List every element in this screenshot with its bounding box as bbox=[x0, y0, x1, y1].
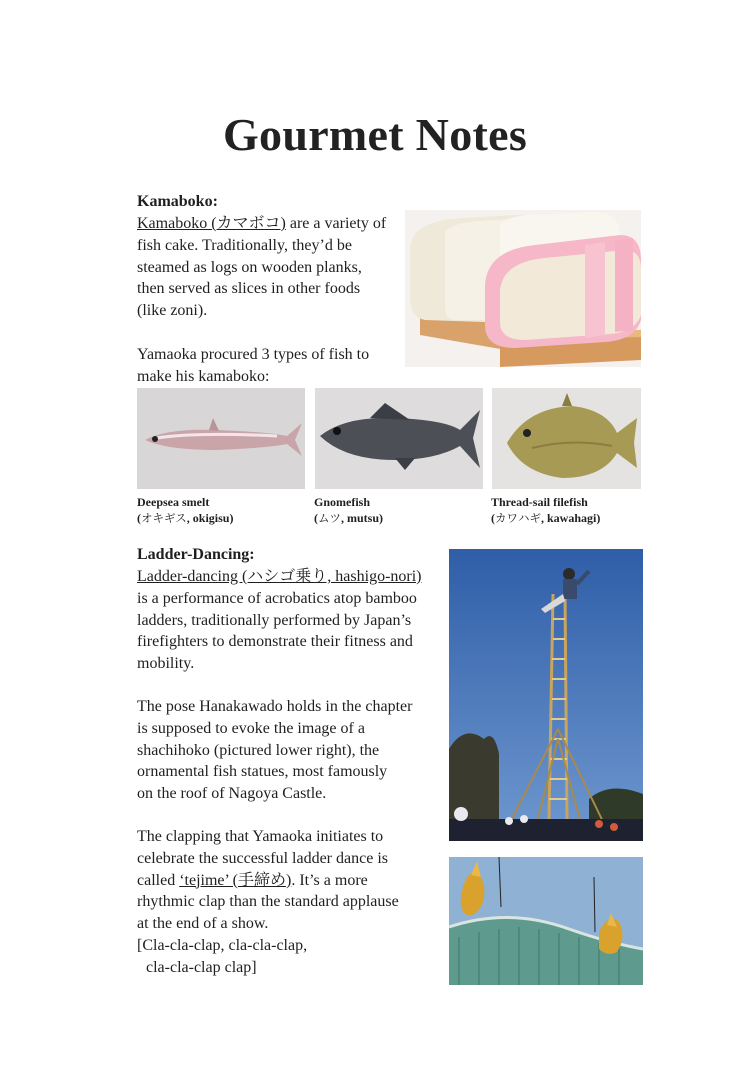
tejime-line3-post: . It’s a more bbox=[291, 871, 368, 889]
deepsea-smelt-photo bbox=[137, 388, 305, 489]
shachihoko-photo bbox=[449, 857, 643, 985]
kamaboko-heading: Kamaboko: bbox=[137, 193, 218, 210]
fish-japanese: オキギス bbox=[141, 511, 187, 525]
fish-paren: ( bbox=[314, 511, 318, 525]
fish-paren: ( bbox=[137, 511, 141, 525]
kamaboko-line2: fish cake. Traditionally, they’d be bbox=[137, 236, 352, 254]
fish-romaji: , kawahagi) bbox=[541, 511, 601, 525]
tejime-line3-pre: called bbox=[137, 871, 180, 889]
fish-japanese: ムツ bbox=[318, 511, 341, 525]
tejime-line5: at the end of a show. bbox=[137, 915, 269, 933]
ladder-p1-line: mobility. bbox=[137, 655, 195, 673]
tejime-line4: rhythmic clap than the standard applause bbox=[137, 893, 399, 911]
ladder-description bbox=[137, 566, 442, 675]
fish-intro bbox=[137, 344, 407, 388]
kamaboko-line1: are a variety of bbox=[285, 215, 387, 232]
kamaboko-line4: then served as slices in other foods bbox=[137, 280, 361, 298]
page-title: Gourmet Notes bbox=[222, 109, 528, 160]
fish-name: Deepsea smelt bbox=[137, 495, 210, 509]
ladder-p1-line: firefighters to demonstrate their fitness and bbox=[137, 633, 413, 651]
ladder-p1-line: is a performance of acrobatics atop bamboo bbox=[137, 589, 417, 607]
fish-paren: ( bbox=[491, 511, 495, 525]
kamaboko-line5: (like zoni). bbox=[137, 302, 208, 320]
ladder-p2-line: on the roof of Nagoya Castle. bbox=[137, 785, 327, 803]
kamaboko-line3: steamed as logs on wooden planks, bbox=[137, 258, 362, 276]
tejime-term: ‘tejime’ (手締め) bbox=[179, 871, 292, 889]
ladder-dancing-photo bbox=[449, 549, 643, 841]
ladder-pose-paragraph bbox=[137, 696, 442, 805]
fish-caption-filefish bbox=[491, 494, 600, 526]
filefish-photo bbox=[492, 388, 641, 489]
ladder-p2-line: is supposed to evoke the image of a bbox=[137, 719, 365, 737]
fish-caption-gnomefish bbox=[314, 494, 383, 526]
ladder-term: Ladder-dancing (ハシゴ乗り, hashigo-nori) bbox=[137, 568, 422, 585]
fish-intro-line1: Yamaoka procured 3 types of fish to bbox=[137, 346, 370, 363]
fish-romaji: , okigisu) bbox=[186, 511, 234, 525]
fish-name: Gnomefish bbox=[314, 495, 371, 509]
ladder-heading: Ladder-Dancing: bbox=[137, 546, 255, 563]
tejime-paragraph bbox=[137, 826, 442, 979]
ladder-p2-line: ornamental fish statues, most famously bbox=[137, 763, 388, 781]
fish-intro-line2: make his kamaboko: bbox=[137, 367, 270, 385]
kamaboko-photo bbox=[405, 210, 641, 367]
ladder-p1-line: ladders, traditionally performed by Japan’s bbox=[137, 611, 412, 629]
kamaboko-description bbox=[137, 213, 407, 322]
gnomefish-photo bbox=[315, 388, 483, 489]
clap-line1: [Cla-cla-clap, cla-cla-clap, bbox=[137, 936, 308, 954]
fish-japanese: カワハギ bbox=[495, 511, 541, 525]
fish-caption-deepsea-smelt bbox=[137, 494, 233, 526]
clap-line2: cla-cla-clap clap] bbox=[146, 958, 257, 976]
tejime-line2: celebrate the successful ladder dance is bbox=[137, 849, 388, 867]
fish-romaji: , mutsu) bbox=[341, 511, 384, 525]
fish-name: Thread-sail filefish bbox=[491, 495, 588, 509]
tejime-line1: The clapping that Yamaoka initiates to bbox=[137, 828, 384, 845]
ladder-p2-line: shachihoko (pictured lower right), the bbox=[137, 741, 380, 759]
kamaboko-term: Kamaboko (カマボコ) bbox=[137, 215, 286, 232]
ladder-p2-line: The pose Hanakawado holds in the chapter bbox=[137, 698, 413, 715]
